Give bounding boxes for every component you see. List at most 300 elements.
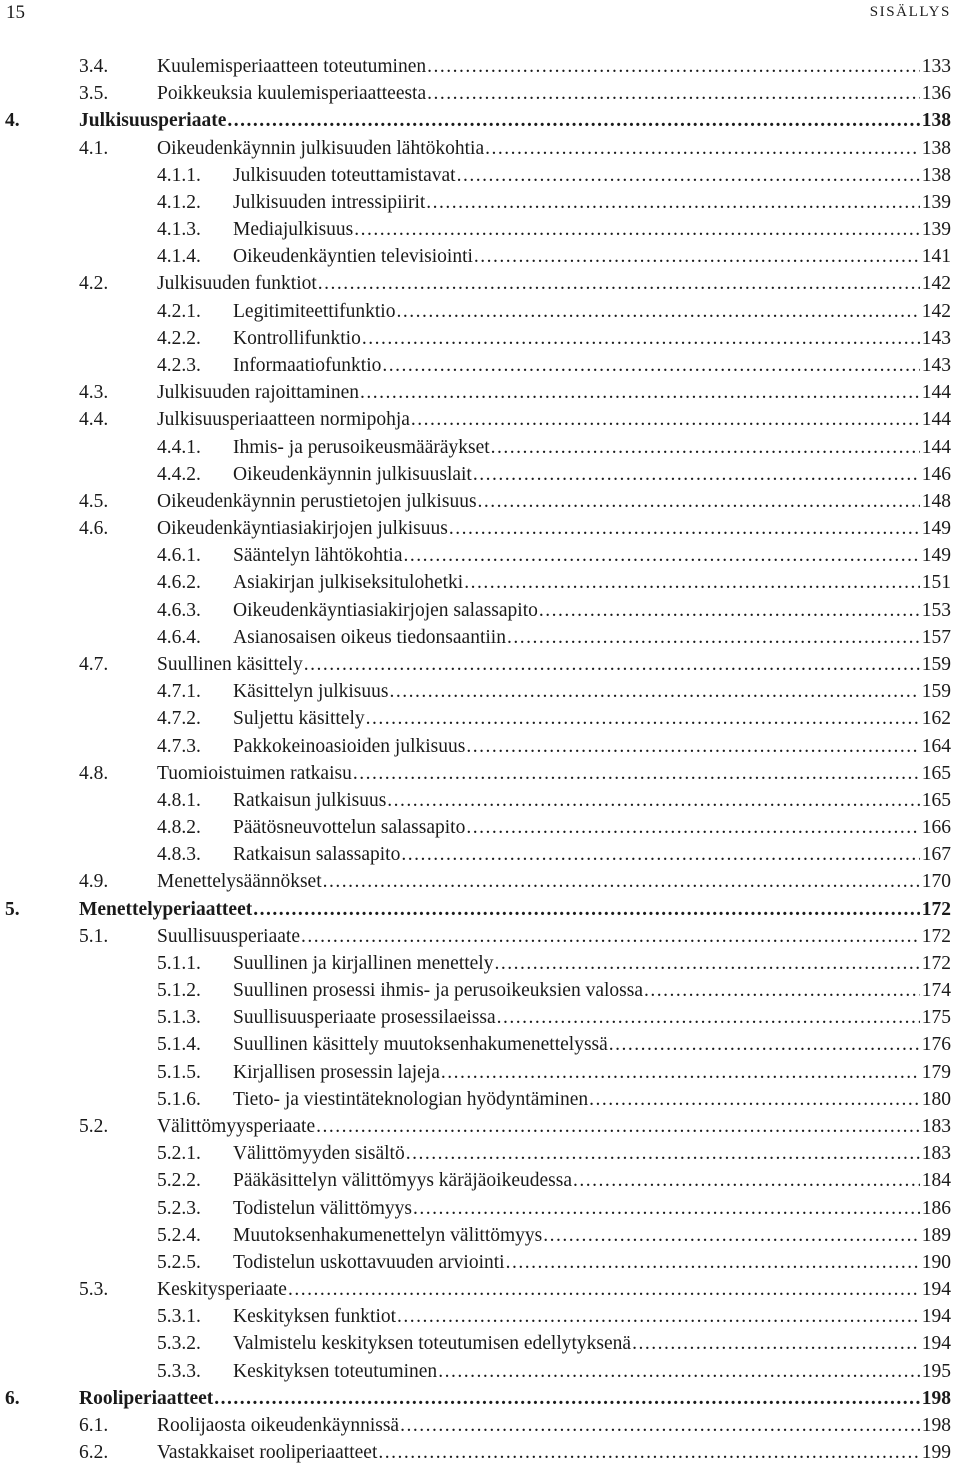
toc-entry-number: 4.1.1. <box>157 164 201 186</box>
toc-entry <box>0 516 960 542</box>
toc-entry-title: Suullinen käsittely <box>157 653 303 675</box>
dot-leader <box>366 706 920 732</box>
dot-leader <box>400 1413 920 1439</box>
dot-leader <box>214 1386 919 1412</box>
toc-entry-body <box>233 1032 951 1058</box>
toc-entry-body <box>233 1005 951 1031</box>
toc-entry <box>0 734 960 760</box>
toc-entry-title: Menettelysäännökset <box>157 871 322 893</box>
toc-entry-title: Oikeudenkäynnin julkisuuden lähtökohtia <box>157 137 485 159</box>
toc-entry-page: 176 <box>921 1034 951 1056</box>
toc-entry-number: 4.1.2. <box>157 191 201 213</box>
toc-entry-title: Välittömyyden sisältö <box>233 1143 405 1165</box>
toc-entry-number: 4.2.3. <box>157 354 201 376</box>
toc-entry-body <box>157 652 951 678</box>
toc-entry-page: 138 <box>921 137 951 159</box>
toc-entry <box>0 1060 960 1086</box>
toc-entry-body <box>233 1250 951 1276</box>
toc-entry-body <box>233 679 951 705</box>
toc-entry-page: 149 <box>921 545 951 567</box>
toc-entry-body <box>157 54 951 80</box>
dot-leader <box>474 244 920 270</box>
toc-entry-body <box>79 897 951 923</box>
toc-entry <box>0 951 960 977</box>
toc-entry-number: 5.1.1. <box>157 952 201 974</box>
toc-entry-page: 142 <box>921 300 951 322</box>
toc-entry <box>0 435 960 461</box>
toc-entry <box>0 271 960 297</box>
toc-entry <box>0 54 960 80</box>
toc-entry-body <box>233 217 951 243</box>
toc-entry-number: 4.4. <box>79 409 109 431</box>
toc-entry-title: Käsittelyn julkisuus <box>233 681 389 703</box>
dot-leader <box>466 734 919 760</box>
toc-entry <box>0 1359 960 1385</box>
toc-entry-number: 5. <box>5 898 20 920</box>
toc-entry-page: 164 <box>921 735 951 757</box>
toc-entry <box>0 1223 960 1249</box>
toc-entry-title: Suullinen prosessi ihmis- ja perusoikeuksien valossa <box>233 980 643 1002</box>
dot-leader <box>464 570 920 596</box>
toc-entry-number: 4.1.4. <box>157 246 201 268</box>
dot-leader <box>589 1087 920 1113</box>
toc-entry-body <box>157 761 951 787</box>
toc-entry-page: 157 <box>921 626 951 648</box>
toc-entry <box>0 299 960 325</box>
dot-leader <box>413 1196 920 1222</box>
toc-entry-body <box>233 978 951 1004</box>
toc-entry-number: 4.1. <box>79 137 109 159</box>
dot-leader <box>316 1114 920 1140</box>
toc-entry-page: 172 <box>921 898 951 920</box>
dot-leader <box>473 462 920 488</box>
dot-leader <box>406 1141 920 1167</box>
toc-entry-body <box>233 462 951 488</box>
toc-entry-body <box>233 1359 951 1385</box>
toc-entry-number: 5.1.5. <box>157 1061 201 1083</box>
toc-entry-page: 165 <box>921 789 951 811</box>
toc-entry-body <box>157 271 951 297</box>
toc-entry-page: 198 <box>921 1387 951 1409</box>
toc-entry-title: Keskityksen toteutuminen <box>233 1360 438 1382</box>
toc-entry <box>0 1196 960 1222</box>
toc-entry-body <box>157 81 951 107</box>
toc-entry-body <box>233 299 951 325</box>
toc-entry-number: 5.3.2. <box>157 1333 201 1355</box>
toc-entry-page: 194 <box>921 1279 951 1301</box>
dot-leader <box>485 136 920 162</box>
toc-entry-body <box>157 924 951 950</box>
toc-entry <box>0 1277 960 1303</box>
toc-entry-title: Todistelun uskottavuuden arviointi <box>233 1251 505 1273</box>
toc-entry-number: 4.8.3. <box>157 844 201 866</box>
toc-entry-body <box>233 435 951 461</box>
toc-entry-number: 5.2. <box>79 1116 109 1138</box>
toc-entry-body <box>233 353 951 379</box>
toc-entry-title: Suullinen ja kirjallinen menettely <box>233 952 494 974</box>
dot-leader <box>466 815 919 841</box>
toc-entry <box>0 788 960 814</box>
toc-entry-number: 5.1. <box>79 925 109 947</box>
toc-entry-title: Informaatiofunktio <box>233 354 382 376</box>
toc-entry-title: Legitimiteettifunktio <box>233 300 396 322</box>
toc-entry-title: Oikeudenkäyntiasiakirjojen salassapito <box>233 599 538 621</box>
toc-entry-title: Keskitysperiaate <box>157 1279 287 1301</box>
toc-entry <box>0 163 960 189</box>
toc-entry-page: 166 <box>921 817 951 839</box>
dot-leader <box>378 1440 919 1466</box>
toc-entry-title: Asiakirjan julkiseksitulohetki <box>233 572 464 594</box>
toc-entry-number: 4.2. <box>79 273 109 295</box>
dot-leader <box>497 1005 920 1031</box>
toc-entry-title: Rooliperiaatteet <box>79 1387 214 1409</box>
toc-entry-title: Pääkäsittelyn välittömyys käräjäoikeudessa <box>233 1170 572 1192</box>
dot-leader <box>288 1277 920 1303</box>
toc-entry-body <box>157 1277 951 1303</box>
dot-leader <box>362 326 920 352</box>
toc-entry-page: 149 <box>921 518 951 540</box>
toc-entry-page: 172 <box>921 925 951 947</box>
toc-entry <box>0 108 960 134</box>
toc-entry-body <box>79 108 951 134</box>
toc-entry-body <box>233 815 951 841</box>
toc-entry-number: 4.6. <box>79 518 109 540</box>
toc-entry-number: 5.1.6. <box>157 1088 201 1110</box>
toc-entry-page: 159 <box>921 653 951 675</box>
toc-entry-body <box>233 706 951 732</box>
toc-entry-title: Todistelun välittömyys <box>233 1197 413 1219</box>
dot-leader <box>411 407 920 433</box>
toc-entry-page: 180 <box>921 1088 951 1110</box>
toc-entry-title: Poikkeuksia kuulemisperiaatteesta <box>157 83 427 105</box>
toc-entry-number: 4.6.2. <box>157 572 201 594</box>
dot-leader <box>543 1223 920 1249</box>
toc-entry <box>0 924 960 950</box>
toc-entry <box>0 543 960 569</box>
running-header-title: SISÄLLYS <box>869 4 951 20</box>
toc-entry-title: Ihmis- ja perusoikeusmääräykset <box>233 436 490 458</box>
toc-entry-body <box>233 190 951 216</box>
toc-entry-number: 4.8.2. <box>157 817 201 839</box>
toc-entry-body <box>233 163 951 189</box>
toc-entry-page: 183 <box>921 1143 951 1165</box>
toc-entry-title: Vastakkaiset rooliperiaatteet <box>157 1442 378 1464</box>
toc-entry-number: 5.2.2. <box>157 1170 201 1192</box>
toc-entry-number: 4.7.3. <box>157 735 201 757</box>
dot-leader <box>506 1250 920 1276</box>
toc-entry-title: Kontrollifunktio <box>233 327 361 349</box>
toc-entry-number: 6.2. <box>79 1442 109 1464</box>
toc-entry <box>0 706 960 732</box>
toc-entry-page: 144 <box>921 382 951 404</box>
toc-entry-body <box>157 869 951 895</box>
dot-leader <box>304 652 920 678</box>
dot-leader <box>449 516 920 542</box>
toc-entry-title: Pakkokeinoasioiden julkisuus <box>233 735 466 757</box>
toc-entry-number: 5.2.1. <box>157 1143 201 1165</box>
toc-entry <box>0 897 960 923</box>
toc-entry <box>0 380 960 406</box>
toc-entry-page: 165 <box>921 762 951 784</box>
toc-entry-number: 4.6.4. <box>157 626 201 648</box>
toc-entry <box>0 1386 960 1412</box>
toc-entry-title: Sääntelyn lähtökohtia <box>233 545 403 567</box>
toc-entry-title: Oikeudenkäyntien televisiointi <box>233 246 473 268</box>
toc-entry-number: 4.3. <box>79 382 109 404</box>
toc-entry <box>0 869 960 895</box>
dot-leader <box>353 761 920 787</box>
toc-entry-page: 151 <box>921 572 951 594</box>
toc-entry <box>0 652 960 678</box>
toc-entry-page: 170 <box>921 871 951 893</box>
toc-entry-title: Roolijaosta oikeudenkäynnissä <box>157 1415 400 1436</box>
toc-entry-number: 5.1.3. <box>157 1007 201 1029</box>
toc-entry <box>0 244 960 270</box>
toc-entry-number: 4.6.3. <box>157 599 201 621</box>
toc-entry-body <box>157 136 951 162</box>
dot-leader <box>609 1032 920 1058</box>
toc-entry-title: Julkisuuden toteuttamistavat <box>233 164 456 186</box>
toc-entry <box>0 1413 960 1439</box>
toc-entry-number: 4.4.2. <box>157 463 201 485</box>
toc-entry-title: Ratkaisun salassapito <box>233 844 401 866</box>
toc-entry-title: Keskityksen funktiot <box>233 1306 397 1328</box>
toc-entry <box>0 407 960 433</box>
dot-leader <box>227 108 919 134</box>
toc-entry <box>0 598 960 624</box>
toc-entry-body <box>157 489 951 515</box>
toc-entry-title: Valmistelu keskityksen toteutumisen edellytyksenä <box>233 1333 632 1355</box>
dot-leader <box>382 353 919 379</box>
toc-entry <box>0 81 960 107</box>
toc-entry-page: 148 <box>921 490 951 512</box>
toc-entry <box>0 1005 960 1031</box>
dot-leader <box>253 897 920 923</box>
toc-entry-body <box>233 1060 951 1086</box>
toc-entry-number: 5.1.2. <box>157 980 201 1002</box>
toc-entry <box>0 978 960 1004</box>
toc-entry <box>0 1087 960 1113</box>
toc-entry-page: 153 <box>921 599 951 621</box>
toc-entry-number: 6.1. <box>79 1415 109 1436</box>
toc-entry-number: 4.1.3. <box>157 219 201 241</box>
toc-entry-number: 3.4. <box>79 56 109 77</box>
toc-entry <box>0 1032 960 1058</box>
toc-entry <box>0 625 960 651</box>
toc-entry-body <box>233 842 951 868</box>
toc-entry-number: 5.3.1. <box>157 1306 201 1328</box>
toc-entry-body <box>233 1196 951 1222</box>
toc-entry-page: 139 <box>921 219 951 241</box>
toc-entry-title: Oikeudenkäynnin julkisuuslait <box>233 463 472 485</box>
toc-entry-title: Muutoksenhakumenettelyn välittömyys <box>233 1224 543 1246</box>
toc-entry-page: 162 <box>921 708 951 730</box>
toc-entry-title: Julkisuusperiaatteen normipohja <box>157 409 410 431</box>
toc-entry-page: 194 <box>921 1333 951 1355</box>
toc-entry-body <box>233 570 951 596</box>
dot-leader <box>632 1331 920 1357</box>
dot-leader <box>457 163 920 189</box>
toc-entry <box>0 1114 960 1140</box>
dot-leader <box>396 299 919 325</box>
toc-entry <box>0 326 960 352</box>
toc-entry-page: 138 <box>921 164 951 186</box>
toc-entry-number: 5.2.3. <box>157 1197 201 1219</box>
toc-entry <box>0 570 960 596</box>
toc-entry-number: 4.8.1. <box>157 789 201 811</box>
toc-entry-body <box>233 1168 951 1194</box>
toc-entry-title: Oikeudenkäynnin perustietojen julkisuus <box>157 490 477 512</box>
toc-entry <box>0 1250 960 1276</box>
toc-entry-title: Suullisuusperiaate <box>157 925 300 947</box>
toc-entry-title: Tuomioistuimen ratkaisu <box>157 762 352 784</box>
toc-entry-number: 4.7.2. <box>157 708 201 730</box>
dot-leader <box>427 54 920 80</box>
toc-entry-number: 4.8. <box>79 762 109 784</box>
toc-entry-body <box>233 625 951 651</box>
toc-entry <box>0 1304 960 1330</box>
toc-entry-title: Asianosaisen oikeus tiedonsaantiin <box>233 626 506 648</box>
dot-leader <box>401 842 919 868</box>
toc-entry-page: 138 <box>921 110 951 132</box>
toc-entry-title: Julkisuuden intressipiirit <box>233 191 426 213</box>
dot-leader <box>438 1359 920 1385</box>
toc-entry-page: 184 <box>921 1170 951 1192</box>
toc-entry-body <box>79 1386 951 1412</box>
toc-entry-number: 4.4.1. <box>157 436 201 458</box>
toc-entry-body <box>157 407 951 433</box>
toc-entry-page: 198 <box>921 1415 951 1436</box>
toc-entry-title: Oikeudenkäyntiasiakirjojen julkisuus <box>157 518 448 540</box>
dot-leader <box>507 625 920 651</box>
dot-leader <box>387 788 919 814</box>
toc-entry-page: 194 <box>921 1306 951 1328</box>
dot-leader <box>491 435 920 461</box>
toc-entry <box>0 815 960 841</box>
dot-leader <box>494 951 919 977</box>
toc-entry <box>0 462 960 488</box>
toc-entry-number: 4.7. <box>79 653 109 675</box>
toc-entry-page: 142 <box>921 273 951 295</box>
toc-entry-number: 5.1.4. <box>157 1034 201 1056</box>
toc-entry-title: Menettelyperiaatteet <box>79 898 253 920</box>
toc-entry-page: 141 <box>921 246 951 268</box>
toc-entry-title: Päätösneuvottelun salassapito <box>233 817 466 839</box>
dot-leader <box>360 380 920 406</box>
toc-entry-title: Suullinen käsittely muutoksenhakumenettelyssä <box>233 1034 608 1056</box>
toc-entry-body <box>233 326 951 352</box>
page-number: 15 <box>6 2 25 23</box>
toc-entry-number: 5.2.5. <box>157 1251 201 1273</box>
toc-entry-title: Mediajulkisuus <box>233 219 354 241</box>
toc-entry-number: 4.2.1. <box>157 300 201 322</box>
toc-entry-title: Suullisuusperiaate prosessilaeissa <box>233 1007 496 1029</box>
toc-entry <box>0 1331 960 1357</box>
toc-entry-body <box>233 244 951 270</box>
toc-entry-page: 175 <box>921 1007 951 1029</box>
toc-entry-page: 190 <box>921 1251 951 1273</box>
toc-entry <box>0 217 960 243</box>
toc-entry-title: Ratkaisun julkisuus <box>233 789 387 811</box>
toc-entry-number: 5.2.4. <box>157 1224 201 1246</box>
toc-entry-number: 4.2.2. <box>157 327 201 349</box>
dot-leader <box>404 543 920 569</box>
dot-leader <box>426 190 919 216</box>
toc-entry-number: 4. <box>5 110 20 132</box>
toc-entry <box>0 1141 960 1167</box>
toc-entry-title: Välittömyysperiaate <box>157 1116 316 1138</box>
toc-entry <box>0 353 960 379</box>
toc-entry-title: Julkisuuden rajoittaminen <box>157 382 360 404</box>
toc-entry-title: Julkisuusperiaate <box>79 110 227 132</box>
dot-leader <box>539 598 920 624</box>
toc-entry <box>0 190 960 216</box>
toc-entry-title: Suljettu käsittely <box>233 708 365 730</box>
dot-leader <box>644 978 920 1004</box>
toc-entry-page: 144 <box>921 436 951 458</box>
toc-entry-page: 174 <box>921 980 951 1002</box>
toc-entry-page: 146 <box>921 463 951 485</box>
toc-entry <box>0 842 960 868</box>
dot-leader <box>397 1304 920 1330</box>
toc-entry-number: 6. <box>5 1387 20 1409</box>
toc-entry-number: 4.6.1. <box>157 545 201 567</box>
toc-entry-body <box>233 788 951 814</box>
toc-entry-body <box>157 516 951 542</box>
toc-entry-page: 167 <box>921 844 951 866</box>
toc-entry-body <box>233 1141 951 1167</box>
toc-entry-page: 159 <box>921 681 951 703</box>
toc-entry-page: 144 <box>921 409 951 431</box>
dot-leader <box>389 679 919 705</box>
page-header <box>0 0 960 30</box>
toc-entry <box>0 1440 960 1466</box>
toc-entry-body <box>157 1440 951 1466</box>
toc-entry-title: Kuulemisperiaatteen toteutuminen <box>157 56 427 77</box>
toc-entry <box>0 1168 960 1194</box>
dot-leader <box>427 81 920 107</box>
toc-entry-title: Tieto- ja viestintäteknologian hyödyntäminen <box>233 1088 589 1110</box>
toc-entry-page: 183 <box>921 1116 951 1138</box>
toc-entry-body <box>233 734 951 760</box>
toc-entry-number: 5.3.3. <box>157 1360 201 1382</box>
dot-leader <box>301 924 920 950</box>
toc-entry-page: 172 <box>921 952 951 974</box>
toc-entry-body <box>233 1087 951 1113</box>
toc-entry-page: 143 <box>921 327 951 349</box>
toc-entry-page: 139 <box>921 191 951 213</box>
toc-entry <box>0 136 960 162</box>
dot-leader <box>318 271 920 297</box>
toc-entry-title: Julkisuuden funktiot <box>157 273 317 295</box>
toc-entry <box>0 489 960 515</box>
toc-entry-number: 5.3. <box>79 1279 109 1301</box>
toc-entry-page: 136 <box>921 83 951 105</box>
toc-entry-page: 189 <box>921 1224 951 1246</box>
toc-entry-body <box>233 951 951 977</box>
toc-entry-page: 186 <box>921 1197 951 1219</box>
toc-entry-body <box>233 1331 951 1357</box>
dot-leader <box>573 1168 920 1194</box>
toc-entry-page: 199 <box>921 1442 951 1464</box>
dot-leader <box>323 869 920 895</box>
toc-entry-title: Kirjallisen prosessin lajeja <box>233 1061 440 1083</box>
toc-entry <box>0 679 960 705</box>
toc-entry-page: 133 <box>921 56 951 77</box>
toc-entry-body <box>233 1304 951 1330</box>
toc-entry-page: 179 <box>921 1061 951 1083</box>
toc-entry-page: 143 <box>921 354 951 376</box>
